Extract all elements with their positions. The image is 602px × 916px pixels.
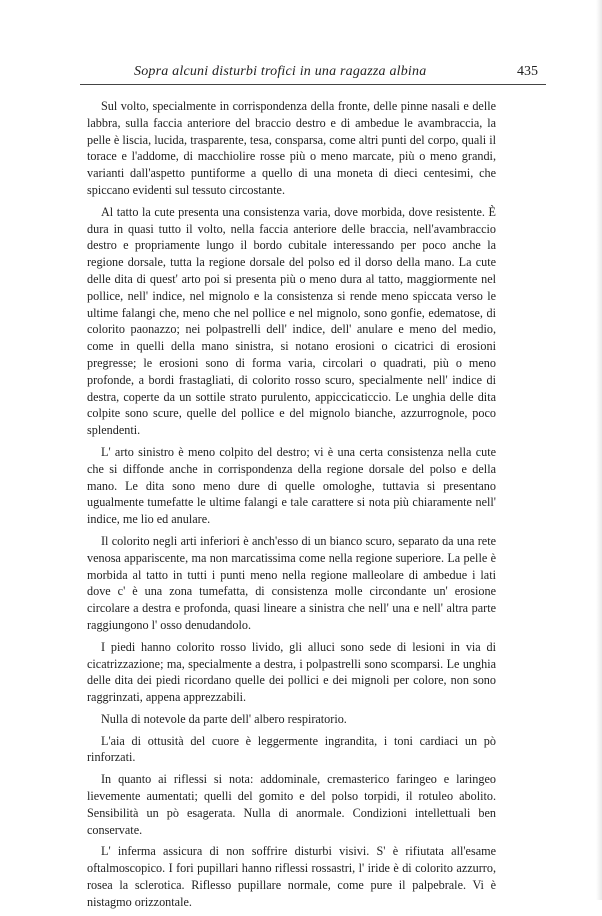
paragraph-feet: I piedi hanno colorito rosso livido, gli alluci sono sede di lesioni in via di cicatrizzazione; ma, specialmente a destra, i polpastrelli sono scomparsi. Le unghia delle dita dei piedi ricordano quelle dei pollici e dei mignoli per colore, non sono raggrinzati, appena apprezzabili. — [87, 639, 496, 705]
body-text — [87, 98, 496, 916]
page-header — [80, 62, 546, 84]
header-rule — [80, 84, 546, 85]
paragraph-lower-limbs: Il colorito negli arti inferiori è anch'esso di un bianco scuro, separato da una rete venosa appariscente, ma non marcatissima come nella regione superiore. La pelle è morbida al tatto in tutti i punti meno nella regione malleolare di ambedue i lati dove c' è una zona tumefatta, di consistenza molle circondante un' erosione circolare a destra e profonda, quasi lineare a sinistra che nell' una e nell' altra parte raggiungono l' osso denudandolo. — [87, 533, 496, 632]
page-number: 435 — [517, 64, 538, 79]
paragraph-reflexes: In quanto ai riflessi si nota: addominale, cremasterico faringeo e laringeo lievemente aumentati; quelli del gomito e del polso torpidi, il rotuleo abolito. Sensibilità un pò esagerata. Nulla di anormale. Condizioni intellettuali ben conservate. — [87, 772, 496, 837]
paragraph-left-arm: L' arto sinistro è meno colpito del destro; vi è una certa consistenza nella cute che si diffonde anche in corrispondenza della regione dorsale del polso e della mano. Le dita sono meno dure di quelle omologhe, tuttavia si presentano ugualmente tumefatte le ultime falangi e tale carattere si nota più chiaramente nell' indice, me lio ed anulare. — [87, 444, 496, 527]
paragraph-touch-consistency: Al tatto la cute presenta una consistenza varia, dove morbida, dove resistente. È dura in quasi tutto il volto, nella faccia anteriore delle braccia, nell'avambraccio destro e propriamente lungo il bordo cubitale interessando per poco anche la regione dorsale, tutta la regione dorsale del polso ed il dorso della mano. La cute delle dita di quest' arto poi si presenta più o meno dura al tatto, maggiormente nel pollice, nell' indice, nel mignolo e la consistenza si rende meno spiccata verso le ultime falangi che, meno che nel pollice e nel mignolo, sono gonfie, edematose, di colorito paonazzo; nei polpastrelli dell' indice, dell' anulare e meno del medio, come in quelli della mano sinistra, si notano erosioni o cicatrici di erosioni pregresse; le erosioni sono di forma varia, circolari o quadrati, più o meno profonde, a bordi frastagliati, di colorito rosso scuro, specialmente nell' indice di destra, coperte da un sottile strato purulento, appiccicaticcio. Le unghia delle dita colpite sono scure, quelle del pollice e del mignolo bianche, azzurrognole, poco splendenti. — [87, 204, 496, 438]
paragraph-respiratory: Nulla di notevole da parte dell' albero respiratorio. — [101, 711, 347, 726]
paragraph-vision: L' inferma assicura di non soffrire disturbi visivi. S' è rifiutata all'esame oftalmoscopico. I fori pupillari hanno riflessi rossastri, l' iride è di colorito azzurro, rosea la sclerotica. Riflesso pupillare normale, come pure il palpebrale. Vi è nistagmo orizzontale. — [87, 844, 496, 909]
paragraph-skin-face: Sul volto, specialmente in corrispondenza della fronte, delle pinne nasali e delle labbra, sulla faccia anteriore del braccio destro e di ambedue le avambraccia, la pelle è liscia, lucida, trasparente, tesa, consparsa, come altri punti del corpo, quali il torace e l'addome, di macchiolire rosse più o meno marcate, più o meno grandi, varianti dall'aspetto puntiforme a quello di una moneta di dieci centesimi, che spiccano evidenti sul tessuto circostante. — [87, 99, 496, 197]
paragraph-heart: L'aia di ottusità del cuore è leggermente ingrandita, i toni cardiaci un pò rinforzati. — [87, 733, 496, 765]
page-edge-shadow — [596, 0, 602, 900]
running-title: Sopra alcuni disturbi trofici in una ragazza albina — [134, 64, 427, 79]
